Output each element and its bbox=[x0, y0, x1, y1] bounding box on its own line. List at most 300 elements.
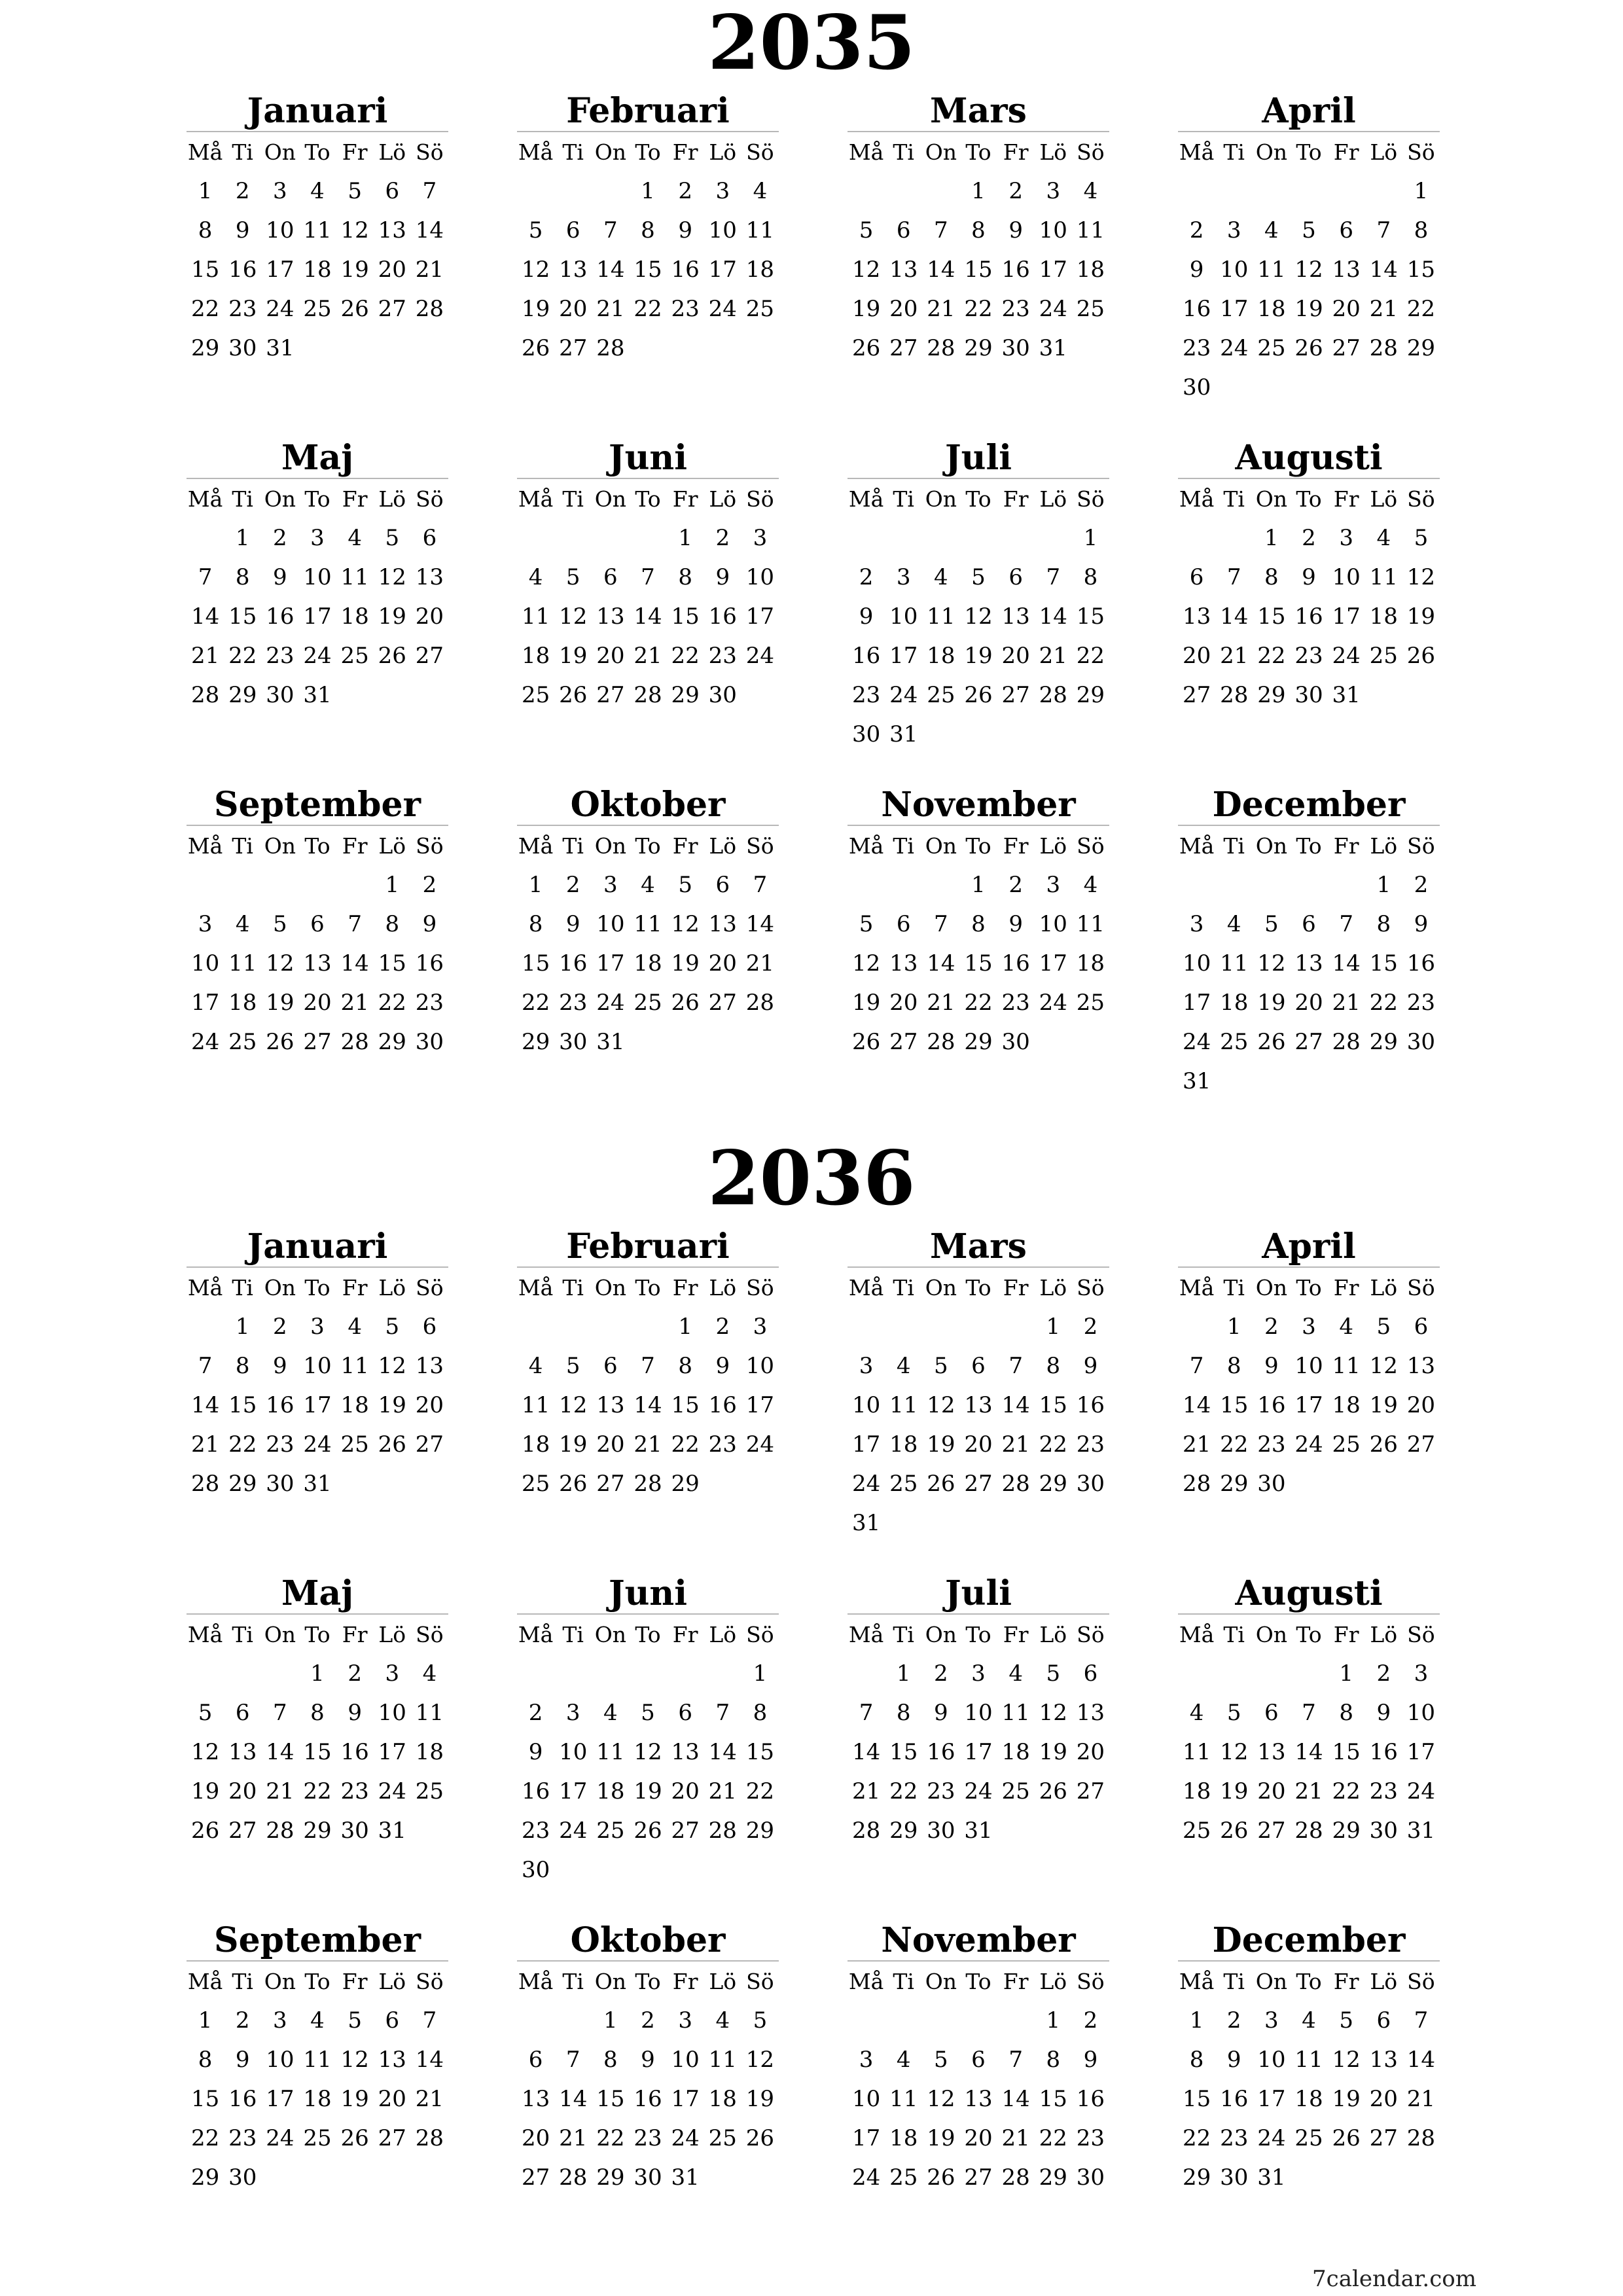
day-cell: 24 bbox=[1182, 1029, 1211, 1055]
weekday-label: Må bbox=[1178, 132, 1215, 171]
day-cell: 6 bbox=[603, 1353, 618, 1379]
day-cell bbox=[187, 1654, 224, 1693]
day-cell: 17 bbox=[745, 1392, 775, 1418]
day-cell: 21 bbox=[1369, 296, 1398, 322]
day-cell: 3 bbox=[753, 1314, 768, 1340]
month-grid bbox=[847, 825, 1109, 1062]
day-cell: 25 bbox=[340, 643, 369, 669]
weekday-label: Fr bbox=[336, 1267, 374, 1307]
week-row bbox=[847, 2158, 1109, 2197]
week-row bbox=[517, 2158, 779, 2197]
week-row bbox=[517, 1346, 779, 1386]
week-row bbox=[847, 329, 1109, 368]
weekday-label: Lö bbox=[1035, 1614, 1072, 1654]
day-cell bbox=[922, 1503, 959, 1543]
day-cell: 11 bbox=[1220, 950, 1249, 977]
month-block bbox=[187, 439, 448, 715]
weekday-label: Sö bbox=[1072, 1614, 1109, 1654]
day-cell: 19 bbox=[745, 2086, 775, 2112]
weekday-label: Må bbox=[517, 132, 554, 171]
day-cell: 19 bbox=[1332, 2086, 1361, 2112]
day-cell: 17 bbox=[596, 950, 625, 977]
month-name: November bbox=[881, 785, 1076, 825]
day-cell bbox=[847, 171, 885, 211]
day-cell: 2 bbox=[273, 1314, 287, 1340]
day-cell: 20 bbox=[1001, 643, 1030, 669]
week-row bbox=[187, 2158, 448, 2197]
day-cell: 15 bbox=[228, 603, 257, 630]
day-cell: 16 bbox=[521, 1778, 550, 1804]
day-cell: 10 bbox=[964, 1700, 993, 1726]
week-row bbox=[847, 1425, 1109, 1464]
day-cell bbox=[1072, 329, 1109, 368]
day-cell: 10 bbox=[851, 2086, 881, 2112]
day-cell: 23 bbox=[340, 1778, 369, 1804]
week-row bbox=[847, 944, 1109, 983]
weekday-label: To bbox=[629, 825, 666, 865]
week-row bbox=[1178, 1772, 1440, 1811]
day-cell: 29 bbox=[303, 1818, 332, 1844]
weekday-label: Må bbox=[517, 478, 554, 518]
day-cell: 20 bbox=[1182, 643, 1211, 669]
month-block bbox=[1178, 439, 1440, 715]
day-cell: 23 bbox=[1406, 990, 1436, 1016]
day-cell: 28 bbox=[1369, 335, 1398, 361]
day-cell: 1 bbox=[198, 178, 213, 204]
day-cell: 7 bbox=[273, 1700, 287, 1726]
day-cell: 24 bbox=[1257, 2125, 1286, 2151]
week-row bbox=[517, 597, 779, 636]
day-cell: 25 bbox=[1182, 1818, 1211, 1844]
weekday-header-row bbox=[187, 825, 448, 865]
weekday-label: Må bbox=[847, 825, 885, 865]
day-cell: 26 bbox=[559, 1471, 588, 1497]
day-cell: 19 bbox=[378, 603, 406, 630]
week-row bbox=[847, 1022, 1109, 1062]
day-cell: 18 bbox=[1294, 2086, 1323, 2112]
week-row bbox=[187, 1772, 448, 1811]
weekday-header-row bbox=[517, 1267, 779, 1307]
week-row bbox=[517, 1022, 779, 1062]
day-cell: 17 bbox=[1039, 257, 1067, 283]
day-cell: 16 bbox=[708, 1392, 737, 1418]
weekday-label: Ti bbox=[1215, 478, 1253, 518]
day-cell bbox=[298, 2158, 336, 2197]
weekday-label: Ti bbox=[885, 1267, 922, 1307]
day-cell: 21 bbox=[633, 643, 662, 669]
day-cell bbox=[411, 329, 448, 368]
day-cell: 8 bbox=[971, 911, 986, 937]
day-cell bbox=[1365, 675, 1402, 715]
day-cell: 14 bbox=[415, 2047, 444, 2073]
day-cell: 1 bbox=[971, 178, 986, 204]
day-cell: 11 bbox=[889, 1392, 918, 1418]
weekday-label: Fr bbox=[997, 1614, 1035, 1654]
day-cell: 26 bbox=[559, 682, 588, 708]
day-cell bbox=[1290, 2158, 1327, 2197]
day-cell: 30 bbox=[1001, 335, 1030, 361]
week-row bbox=[847, 1732, 1109, 1772]
weekday-label: Ti bbox=[224, 1614, 261, 1654]
day-cell: 27 bbox=[596, 1471, 625, 1497]
day-cell: 17 bbox=[708, 257, 737, 283]
day-cell: 5 bbox=[273, 911, 287, 937]
day-cell: 13 bbox=[964, 1392, 993, 1418]
day-cell: 28 bbox=[745, 990, 775, 1016]
month-block bbox=[1178, 1574, 1440, 1850]
day-cell bbox=[997, 1503, 1035, 1543]
weekday-label: Sö bbox=[1402, 132, 1440, 171]
weekday-label: Ti bbox=[1215, 1614, 1253, 1654]
day-cell: 10 bbox=[378, 1700, 406, 1726]
day-cell bbox=[667, 1850, 704, 1890]
day-cell bbox=[1253, 1062, 1290, 1101]
day-cell: 24 bbox=[708, 296, 737, 322]
day-cell: 19 bbox=[1294, 296, 1323, 322]
day-cell bbox=[629, 329, 666, 368]
day-cell: 20 bbox=[596, 1431, 625, 1458]
day-cell: 1 bbox=[385, 872, 400, 898]
day-cell: 27 bbox=[228, 1818, 257, 1844]
day-cell: 29 bbox=[378, 1029, 406, 1055]
day-cell bbox=[1215, 368, 1253, 407]
day-cell: 15 bbox=[745, 1739, 775, 1765]
weekday-label: Ti bbox=[554, 1961, 592, 2001]
week-row bbox=[847, 865, 1109, 905]
day-cell: 2 bbox=[235, 178, 250, 204]
day-cell bbox=[1290, 1654, 1327, 1693]
weekday-label: Sö bbox=[741, 1267, 779, 1307]
day-cell: 6 bbox=[971, 2047, 986, 2073]
day-cell: 27 bbox=[521, 2164, 550, 2191]
day-cell: 20 bbox=[1257, 1778, 1286, 1804]
week-row bbox=[1178, 518, 1440, 558]
day-cell: 17 bbox=[266, 2086, 294, 2112]
week-row bbox=[1178, 1386, 1440, 1425]
week-row bbox=[517, 2119, 779, 2158]
day-cell: 11 bbox=[228, 950, 257, 977]
day-cell: 7 bbox=[422, 2007, 437, 2034]
day-cell bbox=[517, 171, 554, 211]
day-cell: 20 bbox=[559, 296, 588, 322]
day-cell: 18 bbox=[745, 257, 775, 283]
day-cell: 1 bbox=[1083, 525, 1098, 551]
week-row bbox=[517, 2079, 779, 2119]
month-grid bbox=[187, 1613, 448, 1850]
day-cell: 11 bbox=[340, 1353, 369, 1379]
day-cell: 12 bbox=[1369, 1353, 1398, 1379]
day-cell: 29 bbox=[889, 1818, 918, 1844]
weekday-label: Fr bbox=[667, 825, 704, 865]
week-row bbox=[187, 2119, 448, 2158]
day-cell bbox=[187, 518, 224, 558]
day-cell: 19 bbox=[671, 950, 700, 977]
day-cell: 10 bbox=[1257, 2047, 1286, 2073]
month-name: September bbox=[214, 1920, 421, 1960]
day-cell: 6 bbox=[385, 178, 400, 204]
day-cell: 26 bbox=[964, 682, 993, 708]
weekday-label: On bbox=[592, 1614, 629, 1654]
day-cell: 31 bbox=[1039, 335, 1067, 361]
day-cell: 6 bbox=[528, 2047, 543, 2073]
week-row bbox=[1178, 597, 1440, 636]
month-block bbox=[847, 439, 1109, 754]
day-cell: 30 bbox=[1369, 1818, 1398, 1844]
day-cell: 17 bbox=[190, 990, 220, 1016]
day-cell: 5 bbox=[565, 564, 580, 590]
day-cell bbox=[517, 1654, 554, 1693]
day-cell: 25 bbox=[633, 990, 662, 1016]
day-cell: 24 bbox=[1039, 296, 1067, 322]
day-cell: 13 bbox=[596, 1392, 625, 1418]
day-cell: 24 bbox=[1220, 335, 1249, 361]
day-cell: 18 bbox=[1076, 257, 1105, 283]
day-cell: 24 bbox=[596, 990, 625, 1016]
day-cell: 24 bbox=[303, 643, 332, 669]
day-cell: 12 bbox=[851, 257, 881, 283]
day-cell: 13 bbox=[1369, 2047, 1398, 2073]
day-cell bbox=[1290, 1062, 1327, 1101]
day-cell: 22 bbox=[745, 1778, 775, 1804]
day-cell: 14 bbox=[415, 217, 444, 243]
weekday-label: Lö bbox=[1035, 1961, 1072, 2001]
day-cell bbox=[1215, 518, 1253, 558]
day-cell: 19 bbox=[1039, 1739, 1067, 1765]
day-cell bbox=[261, 1654, 298, 1693]
day-cell bbox=[261, 2158, 298, 2197]
day-cell: 1 bbox=[1226, 1314, 1241, 1340]
week-row bbox=[517, 171, 779, 211]
day-cell: 4 bbox=[1008, 1660, 1023, 1687]
day-cell: 12 bbox=[1294, 257, 1323, 283]
day-cell: 7 bbox=[603, 217, 618, 243]
day-cell: 12 bbox=[927, 1392, 955, 1418]
month-grid bbox=[187, 131, 448, 368]
day-cell: 14 bbox=[1182, 1392, 1211, 1418]
day-cell: 26 bbox=[378, 1431, 406, 1458]
week-row bbox=[1178, 1654, 1440, 1693]
day-cell bbox=[374, 1464, 411, 1503]
day-cell: 11 bbox=[1076, 217, 1105, 243]
day-cell: 30 bbox=[851, 721, 881, 747]
month-name: Maj bbox=[281, 1573, 354, 1613]
day-cell: 17 bbox=[1294, 1392, 1323, 1418]
week-row bbox=[1178, 2040, 1440, 2079]
day-cell: 7 bbox=[934, 217, 948, 243]
weekday-label: Fr bbox=[336, 1961, 374, 2001]
day-cell: 22 bbox=[1039, 2125, 1067, 2151]
day-cell: 27 bbox=[415, 643, 444, 669]
day-cell: 23 bbox=[1076, 1431, 1105, 1458]
day-cell: 2 bbox=[422, 872, 437, 898]
day-cell: 1 bbox=[310, 1660, 325, 1687]
day-cell: 15 bbox=[596, 2086, 625, 2112]
week-row bbox=[187, 597, 448, 636]
day-cell: 16 bbox=[228, 2086, 257, 2112]
weekday-label: Ti bbox=[1215, 132, 1253, 171]
weekday-label: Lö bbox=[1365, 825, 1402, 865]
day-cell: 15 bbox=[303, 1739, 332, 1765]
weekday-label: To bbox=[959, 132, 997, 171]
day-cell: 10 bbox=[1406, 1700, 1436, 1726]
week-row bbox=[187, 211, 448, 250]
day-cell bbox=[592, 518, 629, 558]
week-row bbox=[187, 250, 448, 289]
weekday-label: Må bbox=[187, 132, 224, 171]
day-cell: 13 bbox=[559, 257, 588, 283]
day-cell: 19 bbox=[559, 1431, 588, 1458]
weekday-label: Fr bbox=[997, 1961, 1035, 2001]
week-row bbox=[517, 1693, 779, 1732]
day-cell: 31 bbox=[596, 1029, 625, 1055]
day-cell: 3 bbox=[1189, 911, 1204, 937]
day-cell: 31 bbox=[1406, 1818, 1436, 1844]
month-grid bbox=[517, 478, 779, 715]
day-cell bbox=[1072, 1503, 1109, 1543]
day-cell: 15 bbox=[378, 950, 406, 977]
week-row bbox=[187, 1425, 448, 1464]
weekday-label: Sö bbox=[741, 478, 779, 518]
day-cell bbox=[1178, 865, 1215, 905]
day-cell: 19 bbox=[851, 990, 881, 1016]
day-cell: 24 bbox=[964, 1778, 993, 1804]
day-cell: 28 bbox=[633, 1471, 662, 1497]
day-cell: 23 bbox=[1257, 1431, 1286, 1458]
weekday-header-row bbox=[1178, 1267, 1440, 1307]
weekday-label: Må bbox=[1178, 1961, 1215, 2001]
day-cell bbox=[885, 865, 922, 905]
day-cell: 11 bbox=[1294, 2047, 1323, 2073]
day-cell: 16 bbox=[927, 1739, 955, 1765]
day-cell: 1 bbox=[1339, 1660, 1353, 1687]
week-row bbox=[187, 1464, 448, 1503]
day-cell: 21 bbox=[1001, 1431, 1030, 1458]
day-cell: 29 bbox=[745, 1818, 775, 1844]
day-cell: 27 bbox=[1332, 335, 1361, 361]
day-cell: 13 bbox=[228, 1739, 257, 1765]
weekday-label: To bbox=[629, 1267, 666, 1307]
day-cell: 14 bbox=[190, 603, 220, 630]
day-cell: 21 bbox=[1039, 643, 1067, 669]
weekday-label: Lö bbox=[1035, 478, 1072, 518]
month-grid bbox=[517, 131, 779, 368]
day-cell: 30 bbox=[228, 335, 257, 361]
weekday-label: On bbox=[1253, 1614, 1290, 1654]
day-cell bbox=[1365, 1062, 1402, 1101]
day-cell: 30 bbox=[1220, 2164, 1249, 2191]
weekday-label: Ti bbox=[1215, 825, 1253, 865]
month-name: Maj bbox=[281, 438, 354, 478]
day-cell: 1 bbox=[1189, 2007, 1204, 2034]
weekday-label: Ti bbox=[554, 1614, 592, 1654]
day-cell: 27 bbox=[1076, 1778, 1105, 1804]
day-cell: 23 bbox=[1001, 990, 1030, 1016]
month-block bbox=[517, 785, 779, 1062]
day-cell: 24 bbox=[266, 2125, 294, 2151]
day-cell: 28 bbox=[708, 1818, 737, 1844]
day-cell: 12 bbox=[378, 1353, 406, 1379]
day-cell: 10 bbox=[1039, 217, 1067, 243]
day-cell: 16 bbox=[851, 643, 881, 669]
day-cell: 3 bbox=[310, 525, 325, 551]
day-cell: 1 bbox=[1264, 525, 1279, 551]
day-cell: 15 bbox=[1369, 950, 1398, 977]
day-cell: 23 bbox=[1220, 2125, 1249, 2151]
day-cell: 5 bbox=[1226, 1700, 1241, 1726]
month-grid bbox=[187, 1960, 448, 2197]
weekday-label: To bbox=[1290, 1614, 1327, 1654]
day-cell bbox=[885, 1503, 922, 1543]
day-cell: 30 bbox=[633, 2164, 662, 2191]
day-cell: 2 bbox=[1083, 2007, 1098, 2034]
day-cell: 27 bbox=[596, 682, 625, 708]
day-cell: 14 bbox=[559, 2086, 588, 2112]
week-row bbox=[517, 983, 779, 1022]
week-row bbox=[1178, 2119, 1440, 2158]
day-cell: 22 bbox=[964, 990, 993, 1016]
month-grid bbox=[1178, 1266, 1440, 1503]
day-cell: 27 bbox=[889, 335, 918, 361]
week-row bbox=[1178, 1307, 1440, 1346]
day-cell: 17 bbox=[1406, 1739, 1436, 1765]
day-cell: 22 bbox=[1257, 643, 1286, 669]
month-block bbox=[1178, 1227, 1440, 1503]
weekday-header-row bbox=[187, 478, 448, 518]
day-cell: 15 bbox=[1182, 2086, 1211, 2112]
day-cell: 2 bbox=[528, 1700, 543, 1726]
weekday-header-row bbox=[517, 132, 779, 171]
day-cell bbox=[704, 329, 741, 368]
day-cell: 12 bbox=[927, 2086, 955, 2112]
day-cell: 6 bbox=[1339, 217, 1353, 243]
day-cell bbox=[997, 518, 1035, 558]
weekday-label: On bbox=[922, 132, 959, 171]
month-block bbox=[1178, 1921, 1440, 2197]
day-cell: 30 bbox=[266, 682, 294, 708]
week-row bbox=[847, 1307, 1109, 1346]
day-cell: 26 bbox=[671, 990, 700, 1016]
day-cell: 10 bbox=[303, 1353, 332, 1379]
week-row bbox=[847, 597, 1109, 636]
day-cell bbox=[411, 1811, 448, 1850]
month-block bbox=[517, 439, 779, 715]
day-cell: 11 bbox=[1332, 1353, 1361, 1379]
day-cell: 29 bbox=[228, 1471, 257, 1497]
day-cell: 24 bbox=[1406, 1778, 1436, 1804]
month-block bbox=[187, 785, 448, 1062]
day-cell: 20 bbox=[596, 643, 625, 669]
weekday-label: Sö bbox=[1402, 1614, 1440, 1654]
day-cell: 8 bbox=[385, 911, 400, 937]
day-cell: 28 bbox=[1001, 2164, 1030, 2191]
day-cell: 13 bbox=[521, 2086, 550, 2112]
month-grid bbox=[187, 478, 448, 715]
weekday-header-row bbox=[187, 1961, 448, 2001]
day-cell: 13 bbox=[1294, 950, 1323, 977]
day-cell: 5 bbox=[641, 1700, 655, 1726]
day-cell: 10 bbox=[671, 2047, 700, 2073]
weekday-label: Ti bbox=[554, 1267, 592, 1307]
day-cell: 8 bbox=[1414, 217, 1429, 243]
day-cell: 11 bbox=[303, 2047, 332, 2073]
day-cell: 5 bbox=[971, 564, 986, 590]
day-cell bbox=[1290, 1464, 1327, 1503]
weekday-label: Sö bbox=[741, 825, 779, 865]
week-row bbox=[517, 250, 779, 289]
weekday-label: Må bbox=[847, 1267, 885, 1307]
day-cell: 8 bbox=[1189, 2047, 1204, 2073]
day-cell: 25 bbox=[745, 296, 775, 322]
